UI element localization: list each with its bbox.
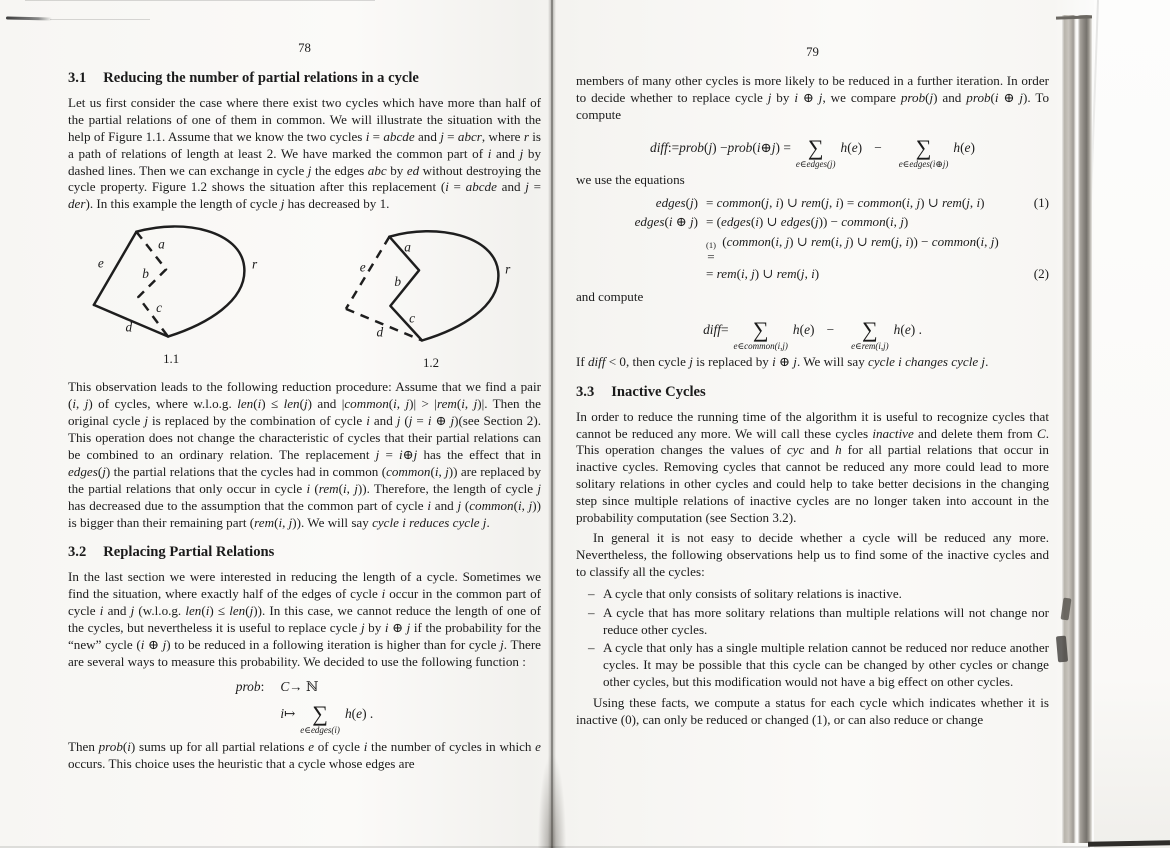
equation-row-2 — [576, 214, 1049, 231]
equation-rhs: = (edges(i) ∪ edges(j)) − common(i, j) — [706, 214, 909, 230]
bullet-item — [588, 605, 1049, 639]
right-margin-paper — [1094, 0, 1170, 848]
paragraph: Let us first consider the case where there exist two cycles which have more than half of the partial relations of one of them in common. We will illustrate the situation with the help of Figure 1.1. Assume that we know the two cycles i = abcde and j = abcr, where r is a path of relations of length at least 2. We have marked the common part of i and j by dashed lines. Then we can exchange in cycle j the edges abc by ed without destroying the cycle property. Figure 1.2 shows the situation after this replacement (i = abcde and j = der). In this example the length of cycle j has decreased by 1. — [68, 94, 542, 212]
paragraph: we use the equations — [576, 171, 685, 187]
edge-label-b: b — [394, 274, 402, 290]
scan-artifact-streak — [6, 17, 52, 21]
edge-label-d: d — [125, 319, 133, 335]
equation-rhs: = common(j, i) ∪ rem(j, i) = common(i, j) ∪ rem(j, i) — [706, 194, 985, 210]
bullet-dash: – — [588, 585, 595, 601]
page-number-left: 78 — [298, 41, 311, 55]
bullet-item — [588, 586, 1049, 603]
section-number: 3.3 — [576, 383, 595, 400]
equation-row-3 — [576, 234, 1049, 263]
section-number: 3.2 — [68, 544, 87, 561]
scan-artifact-streak-faint — [50, 19, 150, 20]
book-edge-strip — [1062, 15, 1092, 843]
bullet-text: A cycle that has more solitary relations than multiple relations will not change nor reduce other cycles. — [603, 604, 1049, 637]
edge-label-d: d — [376, 324, 384, 340]
book-edge-mark — [1056, 636, 1068, 663]
figure-caption-1-2: 1.2 — [423, 356, 440, 371]
formula-lhs: prob : — [235, 678, 265, 694]
section-heading-3-1 — [68, 69, 541, 87]
page-78 — [68, 40, 541, 776]
equation-row-4 — [576, 266, 1049, 283]
equation-block — [576, 195, 1049, 283]
paragraph: Then prob(i) sums up for all partial relations e of cycle i the number of cycles in which e occurs. This choice uses the heuristic that a cycle whose edges are — [68, 738, 541, 771]
bullet-text: A cycle that only consists of solitary relations is inactive. — [603, 585, 902, 601]
section-title: Inactive Cycles — [611, 383, 706, 400]
edge-label-a: a — [158, 236, 165, 252]
bullet-text: A cycle that only has a single multiple relation cannot be reduced nor reduce another cycles. It may be possible that this cycle can be changed by other cycles or change other cycles, but this modification would not have a big effect on other cycles. — [603, 640, 1049, 690]
formula-map-domain: C → ℕ — [280, 678, 319, 694]
edge-label-c: c — [409, 310, 416, 326]
figure-1-2 — [338, 221, 541, 373]
bullet-dash: – — [588, 604, 595, 620]
section-heading-3-3 — [576, 383, 1049, 401]
paragraph: In general it is not easy to decide whether a cycle will be reduced any more. Nevertheless, the following observations help us to find some of the inactive cycles and to classify all the cycles: — [576, 530, 1049, 579]
bullet-dash: – — [588, 640, 595, 656]
bullet-item — [588, 640, 1049, 691]
page-gutter — [548, 0, 556, 848]
page-number-right: 79 — [806, 45, 819, 59]
formula-map-rule: i ↦ ∑ e∈edges(i) h ( e ) . — [280, 700, 374, 735]
section-number: 3.1 — [68, 69, 87, 86]
equation-lhs: edges(j) — [655, 194, 698, 210]
paragraph: members of many other cycles is more likely to be reduced in a further iteration. In order to decide whether to replace cycle j by i ⊕ j, we compare prob(j) and prob(i ⊕ j). To compute — [576, 72, 1050, 122]
equation-lhs: edges(i ⊕ j) — [634, 214, 698, 230]
paragraph: If diff < 0, then cycle j is replaced by i ⊕ j. We will say cycle i changes cycle j. — [576, 353, 989, 369]
edge-label-e: e — [360, 259, 367, 275]
equation-rhs: (1) = (common(i, j) ∪ rem(i, j) ∪ rem(j, i)) − common(i, j) — [706, 234, 999, 264]
paragraph: Using these facts, we compute a status for each cycle which indicates whether it is inactive (0), can only be reduced or changed (1), or can also reduce or change — [576, 695, 1049, 728]
paragraph: In order to reduce the running time of the algorithm it is useful to recognize cycles that cannot be reduced any more. We will call these cycles inactive and delete them from C. This operation changes the values of cyc and h for all partial relations that occur in inactive cycles. Removing cycles that cannot be reduced any more could lead to more solitary relations in other cycles and could help to take better decisions in the changing step since multiple relations of inactive cycles are no longer taken into account in the probability computation (see Section 3.2). — [576, 408, 1049, 526]
edge-label-a: a — [404, 239, 412, 255]
equation-row-1 — [576, 195, 1049, 212]
formula-diff-computation: diff = ∑ e∈common(i,j) h ( e ) − ∑ e∈rem(i,j) h ( e ) . — [703, 316, 922, 351]
formula-prob-definition — [68, 678, 541, 735]
edge-label-r: r — [252, 256, 258, 272]
bullet-list — [588, 586, 1049, 691]
paragraph: and compute — [576, 288, 644, 304]
gutter-shadow — [538, 755, 566, 848]
equation-number-2: (2) — [1033, 265, 1049, 281]
figure-row — [82, 221, 541, 373]
scan-artifact-top-line — [25, 0, 375, 1]
section-title: Replacing Partial Relations — [103, 544, 275, 561]
page-79 — [576, 44, 1049, 732]
paragraph: In the last section we were interested in reducing the length of a cycle. Sometimes we find the situation, where exactly half of the edges of cycle i occur in the common part of cycle i and j (w.l.o.g. len(i) ≤ len(j)). In this case, we cannot reduce the length of one of the cycles, but nevertheless it is useful to replace cycle j by i ⊕ j if the probability for the “new” cycle (i ⊕ j) to be reduced in a following iteration is higher than for cycle j. There are several ways to measure this probability. We decided to use the following function : — [68, 569, 541, 669]
edge-e-dashed — [346, 237, 390, 309]
edge-label-c: c — [156, 300, 163, 316]
section-heading-3-2 — [68, 543, 541, 561]
formula-diff-definition: diff := prob ( j ) − prob ( i ⊕ j ) = ∑ e∈edges(j) h ( e ) − ∑ e∈edges(i⊕j) h ( e ) — [650, 134, 975, 169]
figure-caption-1-1: 1.1 — [163, 352, 180, 367]
edge-label-e: e — [97, 255, 104, 271]
paragraph: This observation leads to the following reduction procedure: Assume that we find a pair (i, j) of cycles, where w.l.o.g. len(i) ≤ len(j) and |common(i, j)| > |rem(i, j)|. Then the original cycle j is replaced by the combination of cycle i and j (j = i ⊕ j)(see Section 2). This operation does not change the characteristic of cycles that their partial relations can be combined to an ordinary relation. The replacement j = i⊕j has the effect that in edges(j) the partial relations that the cycles had in common (common(i, j)) are replaced by the partial relations that only occur in cycle i (rem(i, j)). Therefore, the length of cycle j has decreased due to the assumption that the common part of cycle i and j (common(i, j)) is bigger than their remaining part (rem(i, j)). We will say cycle i reduces cycle j. — [68, 379, 542, 530]
edge-label-r: r — [505, 261, 511, 277]
equation-rhs: = rem(i, j) ∪ rem(j, i) — [706, 265, 820, 281]
figure-1-1 — [82, 221, 314, 373]
edge-label-b: b — [142, 266, 149, 282]
section-title: Reducing the number of partial relations in a cycle — [103, 69, 419, 86]
equation-number-1: (1) — [1033, 194, 1049, 210]
